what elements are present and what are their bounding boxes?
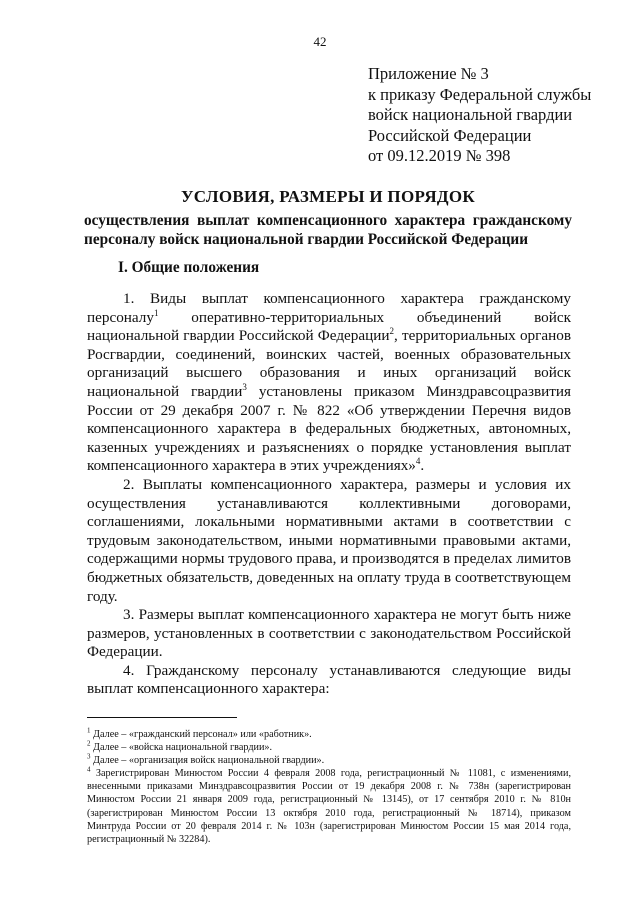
appendix-line: Приложение № 3 [368, 64, 489, 83]
text-line: казенных учреждениях и разъяснениях о порядке установления выплат [87, 438, 571, 456]
footnote-ref[interactable]: 3 [242, 381, 247, 392]
text-line: Росгвардии, соединений, воинских частей, военных образовательных [87, 345, 571, 363]
text-line: национальной гвардии Российской Федерации$^2$, территориальных органов [87, 326, 571, 345]
document-title-block [84, 186, 572, 249]
text-line: Минюстом России 21 января 2009 года, регистрационный № 13145), от 17 сентября 2010 г. № 810н [87, 794, 571, 806]
paragraph-3 [87, 606, 571, 662]
text-line: 2. Выплаты компенсационного характера, размеры и условия их [123, 475, 571, 493]
text-line: Федерации. [87, 643, 163, 661]
text-line: организаций высшего образования и иных организаций войск [87, 364, 571, 382]
text-line: Минтруда России от 20 февраля 2014 г. № 103н (зарегистрирован Минюстом России 15 мая 2014 года, [87, 820, 571, 832]
text-line: размеров, установленных в соответствии с законодательством Российской [87, 624, 571, 642]
footnote-3: $^3$ Далее – «организация войск национальной гвардии». [87, 752, 325, 767]
text-line: компенсационного характера в федеральных бюджетных, автономных, [87, 420, 571, 438]
subtitle-line: персоналу войск национальной гвардии Российской Федерации [84, 230, 529, 248]
footnote-1: $^1$ Далее – «гражданский персонал» или «работник». [87, 726, 312, 740]
text-line: 3. Размеры выплат компенсационного характера не могут быть ниже [123, 606, 571, 624]
footnote-ref[interactable]: 2 [389, 326, 395, 337]
text-line: 1. Виды выплат компенсационного характера гражданскому [123, 290, 571, 307]
text-line: России от 29 декабря 2007 г. № 822 «Об утверждении Перечня видов [87, 401, 571, 419]
document-title: УСЛОВИЯ, РАЗМЕРЫ И ПОРЯДОК [180, 187, 476, 206]
text-line: трудовым законодательством, иными нормативными правовыми актами, [87, 531, 571, 549]
paragraph-2 [87, 476, 571, 606]
text-line: году. [87, 587, 118, 605]
footnote-divider [87, 717, 237, 718]
text-line: $^4$ Зарегистрирован Минюстом России 4 февраля 2008 года, регистрационный № 11081, с изменениями, [87, 765, 571, 780]
text-line: соглашениями, локальными нормативными актами в соответствии с [87, 513, 571, 531]
footnote-ref[interactable]: 4 [415, 456, 421, 467]
text-line: (зарегистрирован Минюстом России 13 октября 2010 года, регистрационный № 18714), приказом [87, 807, 571, 819]
footnote-2: $^2$ Далее – «войска национальной гвардии». [87, 739, 273, 754]
paragraph-4 [87, 662, 571, 699]
appendix-line: войск национальной гвардии [368, 105, 573, 125]
section-heading: I. Общие положения [118, 259, 260, 276]
paragraph-1 [87, 290, 571, 476]
document-subtitle [84, 212, 572, 249]
appendix-line: к приказу Федеральной службы [368, 84, 592, 104]
text-line: 4. Гражданскому персоналу устанавливаются следующие виды [123, 661, 571, 679]
footnote-4 [87, 767, 571, 846]
text-line: компенсационного характера в этих учреждениях»$^4$. [87, 456, 425, 475]
text-line: персоналу$^1$ оперативно-территориальных объединений войск [87, 307, 571, 326]
text-line: национальной гвардии$^3$ установлены приказом Минздравсоцразвития [87, 381, 571, 400]
text-line: бюджетных обязательств, доведенных на оплату труда в соответствующем [87, 568, 571, 586]
appendix-block [368, 64, 618, 167]
page-number: 42 [313, 34, 327, 49]
footnotes [87, 728, 571, 846]
text-line: содержащими нормы трудового права, и производятся в пределах лимитов [87, 550, 571, 568]
appendix-line: от 09.12.2019 № 398 [368, 146, 511, 166]
text-line: осуществления устанавливаются коллективными договорами, [87, 494, 571, 512]
appendix-line: Российской Федерации [368, 125, 532, 145]
footnote-ref[interactable]: 1 [153, 307, 159, 318]
text-line: внесенными приказами Минздравсоцразвития России от 19 декабря 2008 г. № 738н (зарегистрирован [87, 781, 571, 793]
subtitle-line: осуществления выплат компенсационного характера гражданскому [84, 212, 572, 229]
text-line: выплат компенсационного характера: [87, 680, 330, 698]
document-body [87, 290, 571, 699]
text-line: регистрационный № 32284). [87, 833, 211, 845]
